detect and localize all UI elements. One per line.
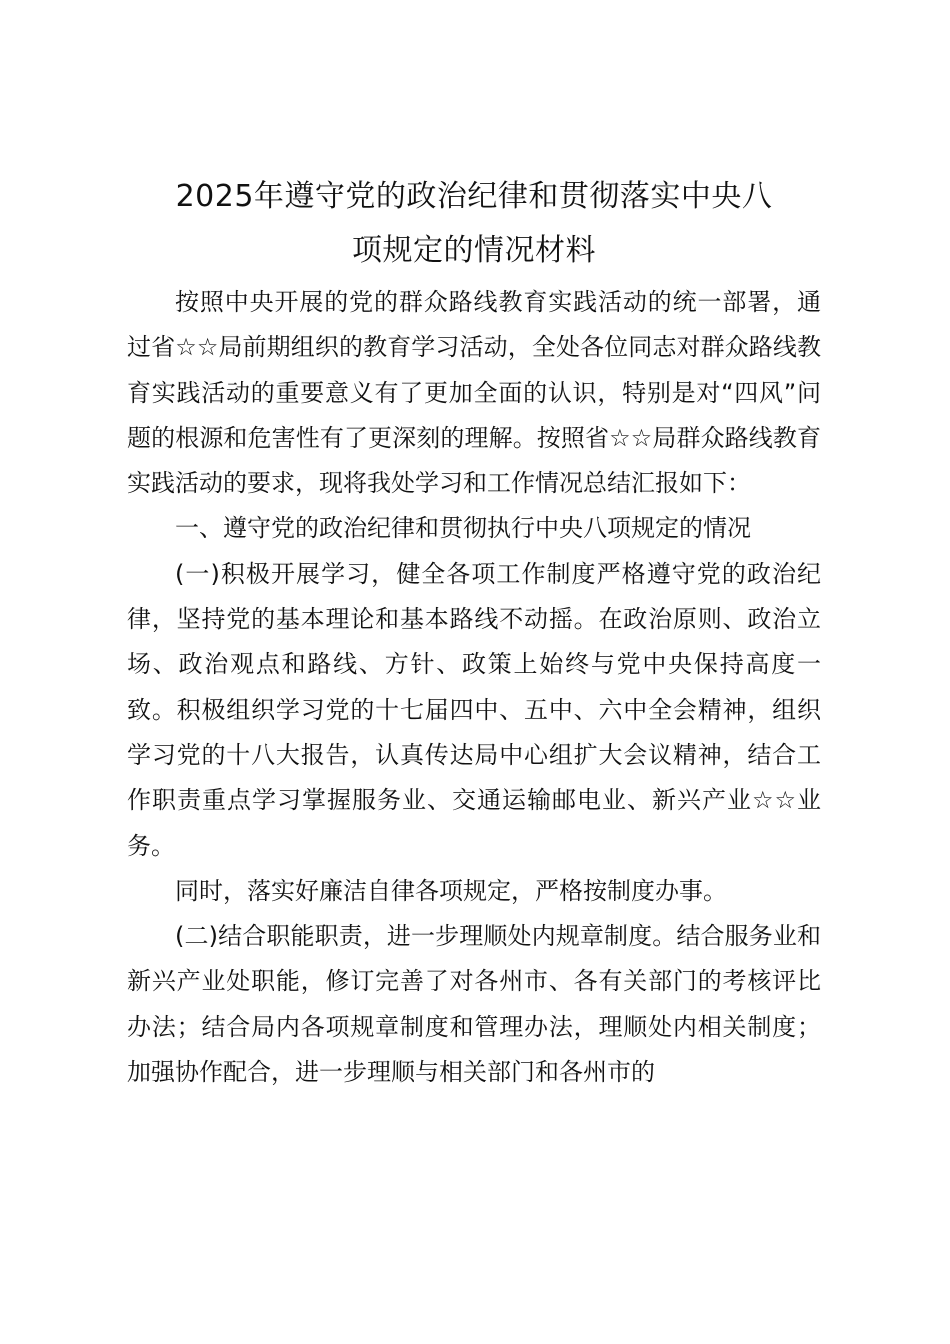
section-heading-1: 一、遵守党的政治纪律和贯彻执行中央八项规定的情况 bbox=[175, 514, 751, 543]
subsection-1-paragraph: (一)积极开展学习，健全各项工作制度严格遵守党的政治纪律，坚持党的基本理论和基本路线不动摇。在政治原则、政治立场、政治观点和路线、方针、政策上始终与党中央保持高度一致。积极组织学习党的十七届四中、五中、六中全会精神，组织学习党的十八大报告，认真传达局中心组扩大会议精神，结合工作职责重点学习掌握服务业、交通运输邮电业、新兴产业☆☆业务。 bbox=[127, 559, 821, 860]
document-title bbox=[127, 170, 821, 278]
title-line-1: 2025年遵守党的政治纪律和贯彻落实中央八 bbox=[175, 179, 773, 214]
subsection-2-paragraph: (二)结合职能职责，进一步理顺处内规章制度。结合服务业和新兴产业处职能，修订完善了对各州市、各有关部门的考核评比办法；结合局内各项规章制度和管理办法，理顺处内相关制度；加强协作配合，进一步理顺与相关部门和各州市的 bbox=[127, 922, 821, 1087]
integrity-paragraph: 同时，落实好廉洁自律各项规定，严格按制度办事。 bbox=[175, 876, 727, 905]
document-body bbox=[127, 170, 821, 1095]
intro-paragraph: 按照中央开展的党的群众路线教育实践活动的统一部署，通过省☆☆局前期组织的教育学习活动，全处各位同志对群众路线教育实践活动的重要意义有了更加全面的认识，特别是对“四风”问题的根源和危害性有了更深刻的理解。按照省☆☆局群众路线教育实践活动的要求，现将我处学习和工作情况总结汇报如下： bbox=[127, 288, 821, 498]
title-line-2: 项规定的情况材料 bbox=[352, 233, 596, 268]
